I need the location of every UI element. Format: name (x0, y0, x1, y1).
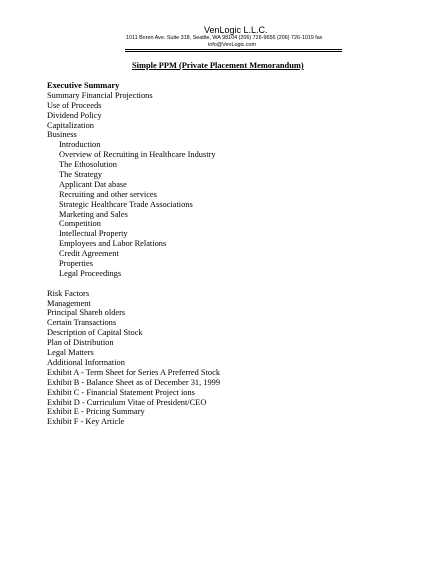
company-email: info@VenLogic.com (208, 42, 257, 48)
toc-spacer (47, 279, 367, 289)
toc-item: Legal Proceedings (59, 268, 122, 278)
toc-item: Exhibit C - Financial Statement Project ions (47, 387, 195, 397)
company-name: VenLogic L.L.C. (204, 25, 268, 35)
toc-item: Recruiting and other services (59, 189, 157, 199)
toc-section-1 (47, 81, 367, 279)
toc-item: Executive Summary (47, 81, 120, 90)
toc-item: Certain Transactions (47, 318, 117, 328)
toc-item: Summary Financial Projections (47, 90, 153, 100)
toc-item: Exhibit D - Curriculum Vitae of President/CEO (47, 397, 207, 407)
toc-item: Exhibit B - Balance Sheet as of December 31, 1999 (47, 377, 221, 387)
toc-item: Additional Information (47, 357, 125, 367)
document-title: Simple PPM (Private Placement Memorandum) (132, 61, 304, 70)
toc-item: The Strategy (59, 170, 103, 180)
header-rule-secondary (125, 51, 342, 52)
toc-item: Competition (59, 219, 101, 229)
toc-item: Overview of Recruiting in Healthcare Industry (59, 150, 216, 160)
toc-item: Plan of Distribution (47, 338, 114, 348)
toc-item: Strategic Healthcare Trade Associations (59, 199, 193, 209)
toc-item: Risk Factors (47, 288, 90, 298)
toc-item: Description of Capital Stock (47, 328, 143, 338)
toc-item: Business (47, 130, 77, 140)
toc-item: Exhibit A - Term Sheet for Series A Preferred Stock (47, 367, 221, 377)
toc-item: The Ethosolution (59, 160, 117, 170)
toc-item: Employees and Labor Relations (59, 239, 167, 249)
toc-item: Use of Proceeds (47, 100, 102, 110)
toc-item: Intellectual Property (59, 229, 128, 239)
toc-item: Exhibit F - Key Article (47, 417, 125, 427)
toc-item: Applicant Dat abase (59, 179, 127, 189)
toc-item: Exhibit E - Pricing Summary (47, 407, 145, 417)
toc-item: Marketing and Sales (59, 209, 128, 219)
toc-item: Capitalization (47, 120, 94, 130)
toc-item: Dividend Policy (47, 110, 102, 120)
toc-item: Credit Agreement (59, 249, 119, 259)
toc-section-2 (47, 289, 367, 427)
toc-item: Properties (59, 259, 93, 269)
toc-item: Management (47, 298, 91, 308)
table-of-contents (47, 81, 367, 427)
toc-item: Legal Matters (47, 348, 94, 358)
header-rule (125, 49, 342, 50)
toc-item: Introduction (59, 140, 101, 150)
company-address: 1011 Boren Ave. Suite 318, Seattle, WA 98104 (206) 726-9656 (206) 726-1019 fax (126, 35, 323, 41)
toc-item: Principal Shareh olders (47, 308, 126, 318)
